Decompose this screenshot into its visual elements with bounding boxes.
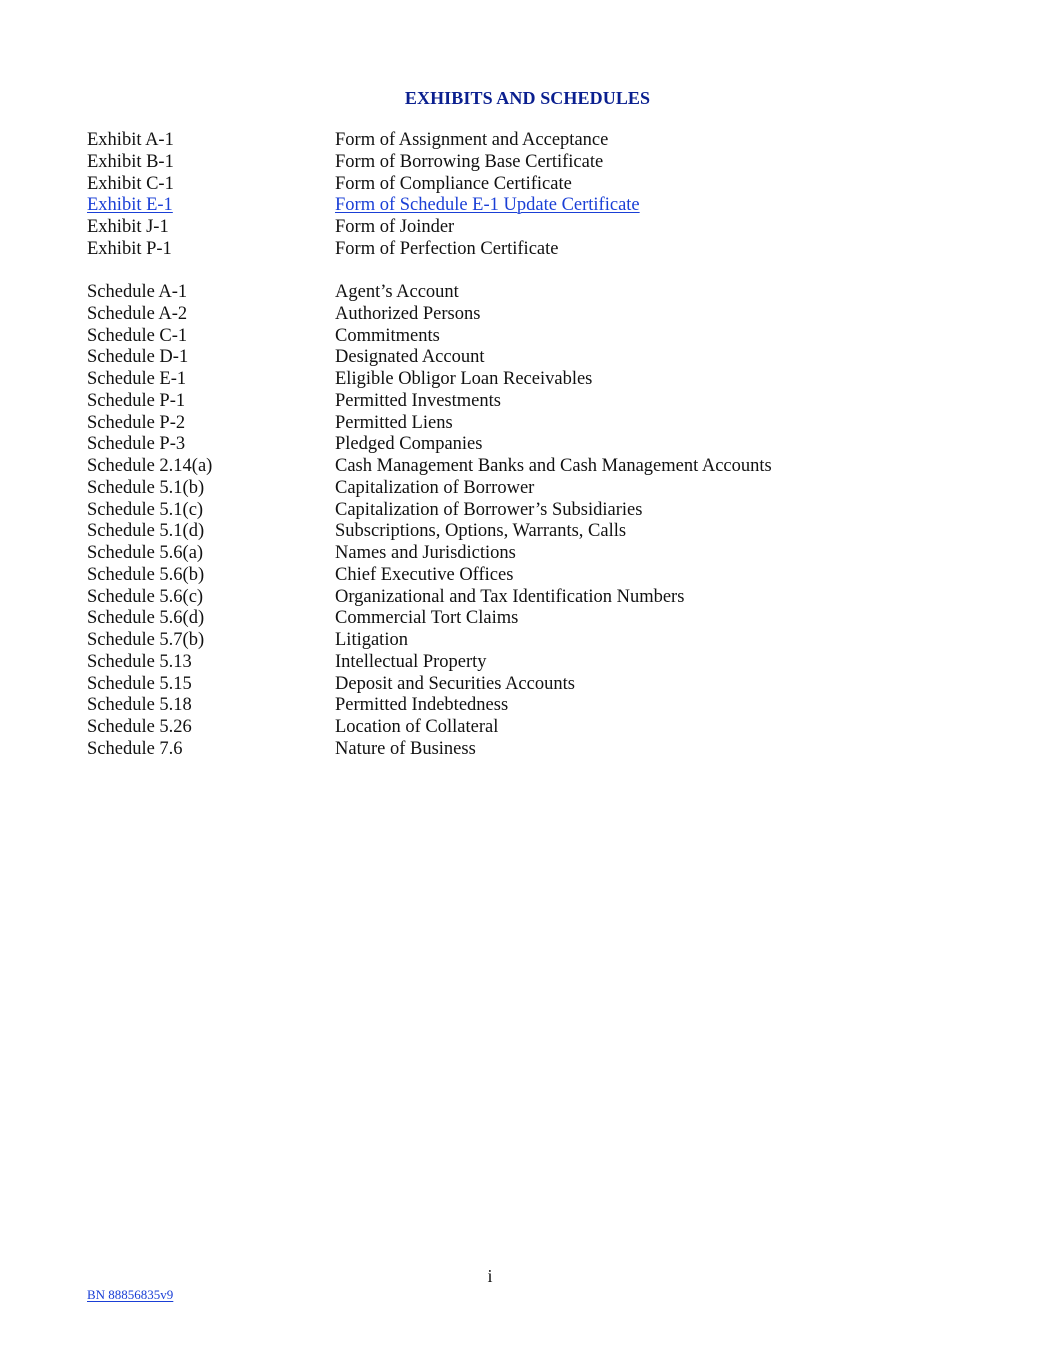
schedule-description: Subscriptions, Options, Warrants, Calls [335,521,627,542]
schedule-code: Schedule 2.14(a) [87,456,213,476]
list-item [87,239,987,261]
exhibit-description: Form of Joinder [335,217,455,237]
list-item [87,217,987,239]
list-item [87,652,987,674]
list-item [87,478,987,500]
schedule-description: Capitalization of Borrower’s Subsidiaries [335,499,643,520]
schedule-code: Schedule 5.15 [87,673,192,694]
list-item [87,456,987,478]
schedule-code: Schedule 5.1(b) [87,477,205,498]
schedule-description: Permitted Liens [335,412,453,433]
list-item [87,369,987,391]
list-item [87,608,987,630]
list-item [87,630,987,652]
schedule-description: Permitted Indebtedness [335,695,509,716]
exhibit-description: Form of Borrowing Base Certificate [335,151,604,172]
schedule-description: Eligible Obligor Loan Receivables [335,369,593,389]
schedule-code: Schedule P-1 [87,390,186,411]
schedule-code: Schedule 5.6(b) [87,564,205,585]
schedule-code: Schedule D-1 [87,347,189,368]
schedules-list [87,282,987,761]
schedule-code: Schedule 5.1(d) [87,521,205,542]
schedule-code: Schedule 5.7(b) [87,630,205,650]
list-item [87,304,987,326]
schedule-description: Commitments [335,325,440,346]
list-item [87,717,987,739]
schedule-description: Permitted Investments [335,390,501,411]
list-item [87,543,987,565]
exhibits-list [87,130,987,261]
list-item [87,391,987,413]
schedule-code: Schedule 5.6(d) [87,608,205,629]
list-item [87,695,987,717]
schedule-description: Designated Account [335,347,485,368]
page-number: i [487,1266,493,1286]
schedule-description: Pledged Companies [335,434,483,455]
list-item [87,739,987,761]
schedule-description: Agent’s Account [335,282,459,302]
list-item [87,174,987,196]
schedule-code: Schedule A-1 [87,282,188,302]
schedule-code: Schedule 5.6(a) [87,543,204,563]
page-title: EXHIBITS AND SCHEDULES [404,88,651,108]
exhibit-code: Exhibit A-1 [87,130,174,150]
schedule-description: Chief Executive Offices [335,564,514,585]
list-item [87,565,987,587]
exhibit-e1-description-link[interactable]: Form of Schedule E-1 Update Certificate [335,195,640,216]
schedule-description: Cash Management Banks and Cash Management Accounts [335,456,772,476]
schedule-code: Schedule 5.1(c) [87,499,204,520]
list-item [87,347,987,369]
schedule-code: Schedule A-2 [87,303,188,324]
list-item [87,130,987,152]
schedule-description: Litigation [335,630,408,650]
schedule-code: Schedule E-1 [87,369,187,389]
list-item [87,282,987,304]
list-item [87,587,987,609]
list-item [87,500,987,522]
schedule-description: Commercial Tort Claims [335,608,519,629]
exhibit-description: Form of Compliance Certificate [335,173,572,194]
exhibit-e1-link[interactable]: Exhibit E-1 [87,195,173,216]
schedule-code: Schedule 7.6 [87,738,183,759]
list-item [87,434,987,456]
document-id-link[interactable]: BN 88856835v9 [87,1287,174,1302]
exhibit-code: Exhibit P-1 [87,238,172,259]
schedule-description: Authorized Persons [335,303,481,324]
list-item [87,674,987,696]
schedule-description: Location of Collateral [335,717,499,737]
schedule-code: Schedule 5.18 [87,695,192,716]
list-item [87,195,987,217]
exhibit-description: Form of Perfection Certificate [335,238,559,259]
exhibit-code: Exhibit C-1 [87,173,174,194]
schedule-code: Schedule P-2 [87,412,186,433]
schedule-code: Schedule 5.6(c) [87,586,204,607]
schedule-description: Organizational and Tax Identification Numbers [335,586,685,607]
exhibit-code: Exhibit B-1 [87,151,174,172]
schedule-code: Schedule 5.26 [87,717,192,737]
list-item [87,326,987,348]
list-item [87,413,987,435]
schedule-code: Schedule 5.13 [87,651,192,672]
list-item [87,521,987,543]
list-item [87,152,987,174]
exhibit-description: Form of Assignment and Acceptance [335,130,609,150]
schedule-description: Nature of Business [335,738,476,759]
schedule-code: Schedule P-3 [87,434,186,455]
schedule-description: Names and Jurisdictions [335,543,516,563]
schedule-description: Deposit and Securities Accounts [335,673,575,694]
schedule-code: Schedule C-1 [87,325,188,346]
exhibit-code: Exhibit J-1 [87,217,169,237]
schedule-description: Intellectual Property [335,651,487,672]
schedule-description: Capitalization of Borrower [335,477,535,498]
